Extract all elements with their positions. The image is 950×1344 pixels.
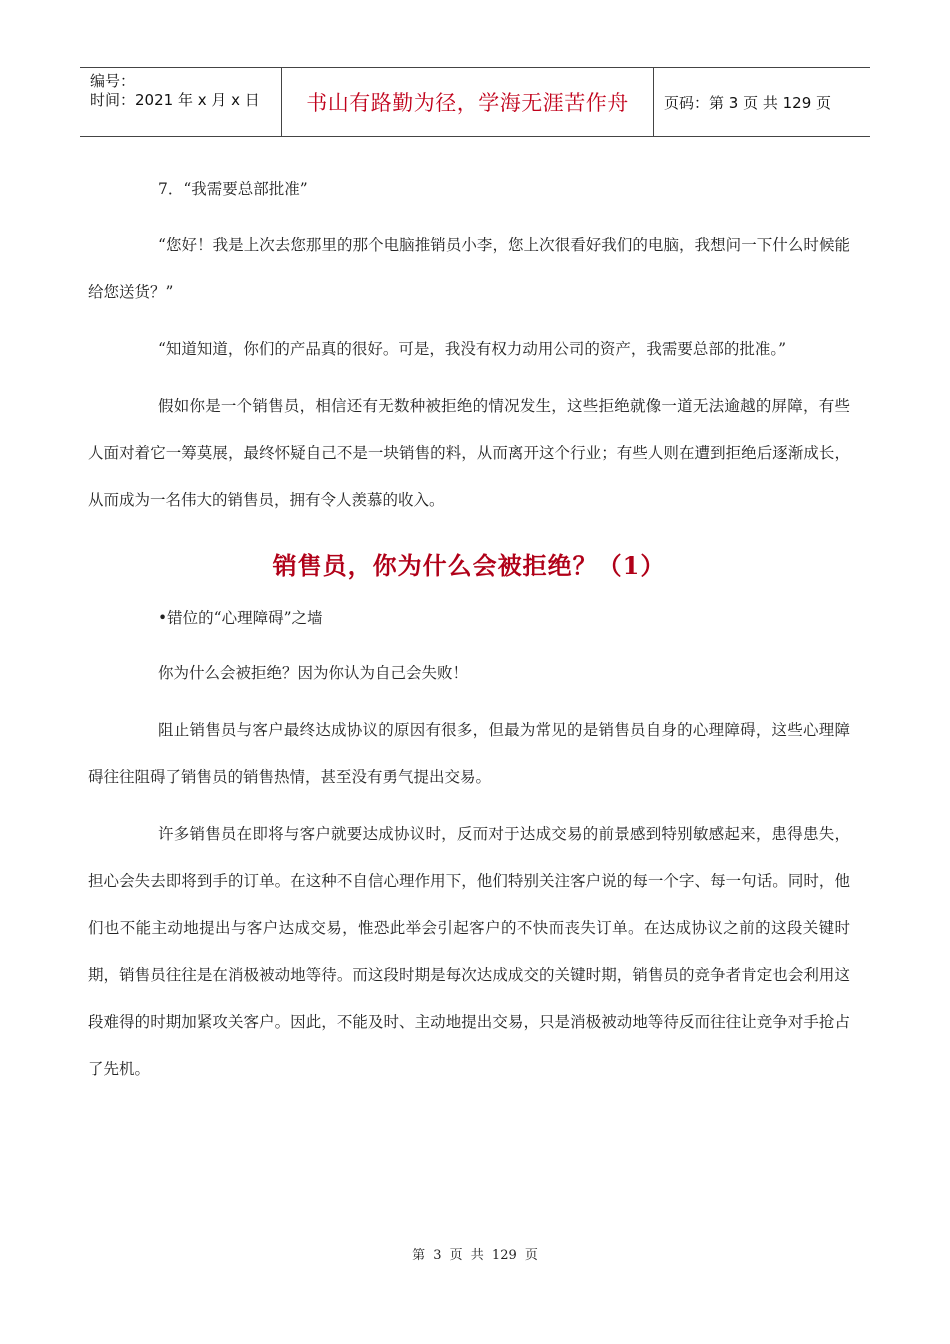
paragraph: “知道知道，你们的产品真的很好。可是，我没有权力动用公司的资产，我需要总部的批准。” xyxy=(158,340,787,358)
document-body xyxy=(88,166,850,1093)
header-page-info: 页码：第 3 页 共 129 页 xyxy=(664,93,832,112)
item-heading: 7．“我需要总部批准” xyxy=(158,180,308,198)
section-title: 销售员，你为什么会被拒绝？（1） xyxy=(272,551,666,580)
page-footer: 第 3 页 共 129 页 xyxy=(412,1248,538,1263)
paragraph: 阻止销售员与客户最终达成协议的原因有很多，但最为常见的是销售员自身的心理障碍，这些心理障碍往往阻碍了销售员的销售热情，甚至没有勇气提出交易。 xyxy=(88,721,850,786)
paragraph: 许多销售员在即将与客户就要达成协议时，反而对于达成交易的前景感到特别敏感起来，患得患失，担心会失去即将到手的订单。在这种不自信心理作用下，他们特别关注客户说的每一个字、每一句话。同时，他们也不能主动地提出与客户达成交易，惟恐此举会引起客户的不快而丧失订单。在达成协议之前的这段关键时期，销售员往往是在消极被动地等待。而这段时期是每次达成成交的关键时期，销售员的竞争者肯定也会利用这段难得的时期加紧攻关客户。因此，不能及时、主动地提出交易，只是消极被动地等待反而往往让竞争对手抢占了先机。 xyxy=(88,825,850,1078)
header-meta xyxy=(80,68,282,136)
page-header xyxy=(80,67,870,137)
paragraph: 假如你是一个销售员，相信还有无数种被拒绝的情况发生，这些拒绝就像一道无法逾越的屏障，有些人面对着它一筹莫展，最终怀疑自己不是一块销售的料，从而离开这个行业；有些人则在遭到拒绝后逐渐成长，从而成为一名伟大的销售员，拥有令人羡慕的收入。 xyxy=(88,397,850,509)
header-motto: 书山有路勤为径，学海无涯苦作舟 xyxy=(282,68,654,136)
document-date: 时间：2021 年 x 月 x 日 xyxy=(90,91,260,109)
document-number-label: 编号： xyxy=(90,72,136,90)
paragraph: 你为什么会被拒绝？因为你认为自己会失败！ xyxy=(158,664,469,682)
bullet-item: •错位的“心理障碍”之墙 xyxy=(158,609,323,627)
paragraph: “您好！我是上次去您那里的那个电脑推销员小李，您上次很看好我们的电脑，我想问一下什么时候能给您送货？” xyxy=(88,236,850,301)
